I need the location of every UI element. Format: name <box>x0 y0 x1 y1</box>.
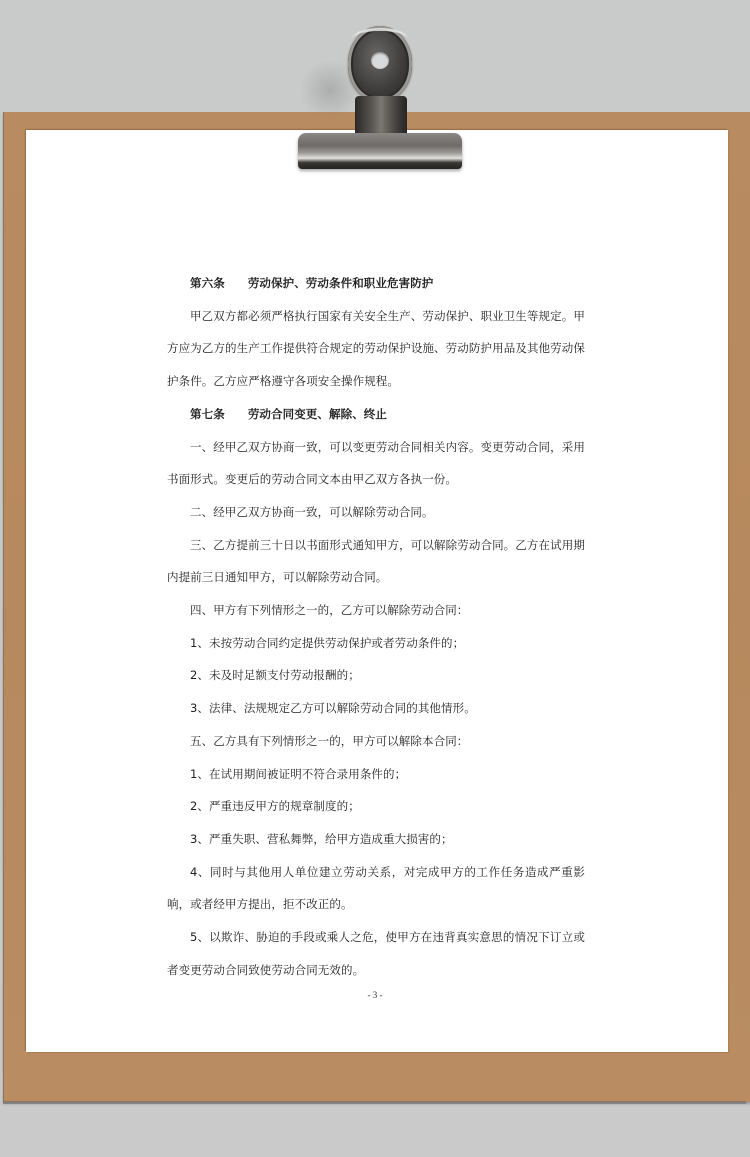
list-item: 1、在试用期间被证明不符合录用条件的； <box>190 766 407 781</box>
paragraph: 甲乙双方都必须严格执行国家有关安全生产、劳动保护、职业卫生等规定。甲方应为乙方的生产工作提供符合规定的劳动保护设施、劳动防护用品及其他劳动保护条件。乙方应严格遵守各项安全操作规程。 <box>167 308 585 389</box>
paragraph: 二、经甲乙双方协商一致，可以解除劳动合同。 <box>190 504 434 519</box>
list-item: 4、同时与其他用人单位建立劳动关系，对完成甲方的工作任务造成严重影响，或者经甲方提出，拒不改正的。 <box>167 864 585 912</box>
paragraph: 一、经甲乙双方协商一致，可以变更劳动合同相关内容。变更劳动合同，采用书面形式。变更后的劳动合同文本由甲乙双方各执一份。 <box>167 439 585 487</box>
clipboard-shadow <box>3 1101 746 1104</box>
clip-base <box>298 133 462 169</box>
section-heading-6 <box>167 267 585 300</box>
page-number: - 3 - <box>367 990 383 1000</box>
document-body <box>167 267 585 986</box>
clip-hole <box>371 52 389 69</box>
clip-ring-highlight <box>352 28 408 49</box>
heading-title: 劳动合同变更、解除、终止 <box>247 406 388 421</box>
list-item: 2、严重违反甲方的规章制度的； <box>190 799 360 814</box>
paragraph: 三、乙方提前三十日以书面形式通知甲方，可以解除劳动合同。乙方在试用期内提前三日通知甲方，可以解除劳动合同。 <box>167 537 585 585</box>
list-item: 3、严重失职、营私舞弊，给甲方造成重大损害的； <box>190 831 453 846</box>
heading-number: 第六条 <box>190 276 225 290</box>
list-item: 1、未按劳动合同约定提供劳动保护或者劳动条件的； <box>190 635 465 650</box>
heading-number: 第七条 <box>190 406 225 421</box>
list-item: 3、法律、法规规定乙方可以解除劳动合同的其他情形。 <box>190 701 476 716</box>
section-heading-7 <box>167 398 585 431</box>
heading-title: 劳动保护、劳动条件和职业危害防护 <box>247 276 434 290</box>
list-item: 5、以欺诈、胁迫的手段或乘人之危，使甲方在违背真实意思的情况下订立或者变更劳动合同致使劳动合同无效的。 <box>167 930 585 977</box>
list-item: 2、未及时足额支付劳动报酬的； <box>190 668 360 683</box>
paragraph: 五、乙方具有下列情形之一的，甲方可以解除本合同： <box>190 733 469 748</box>
paragraph: 四、甲方有下列情形之一的，乙方可以解除劳动合同： <box>190 603 469 618</box>
